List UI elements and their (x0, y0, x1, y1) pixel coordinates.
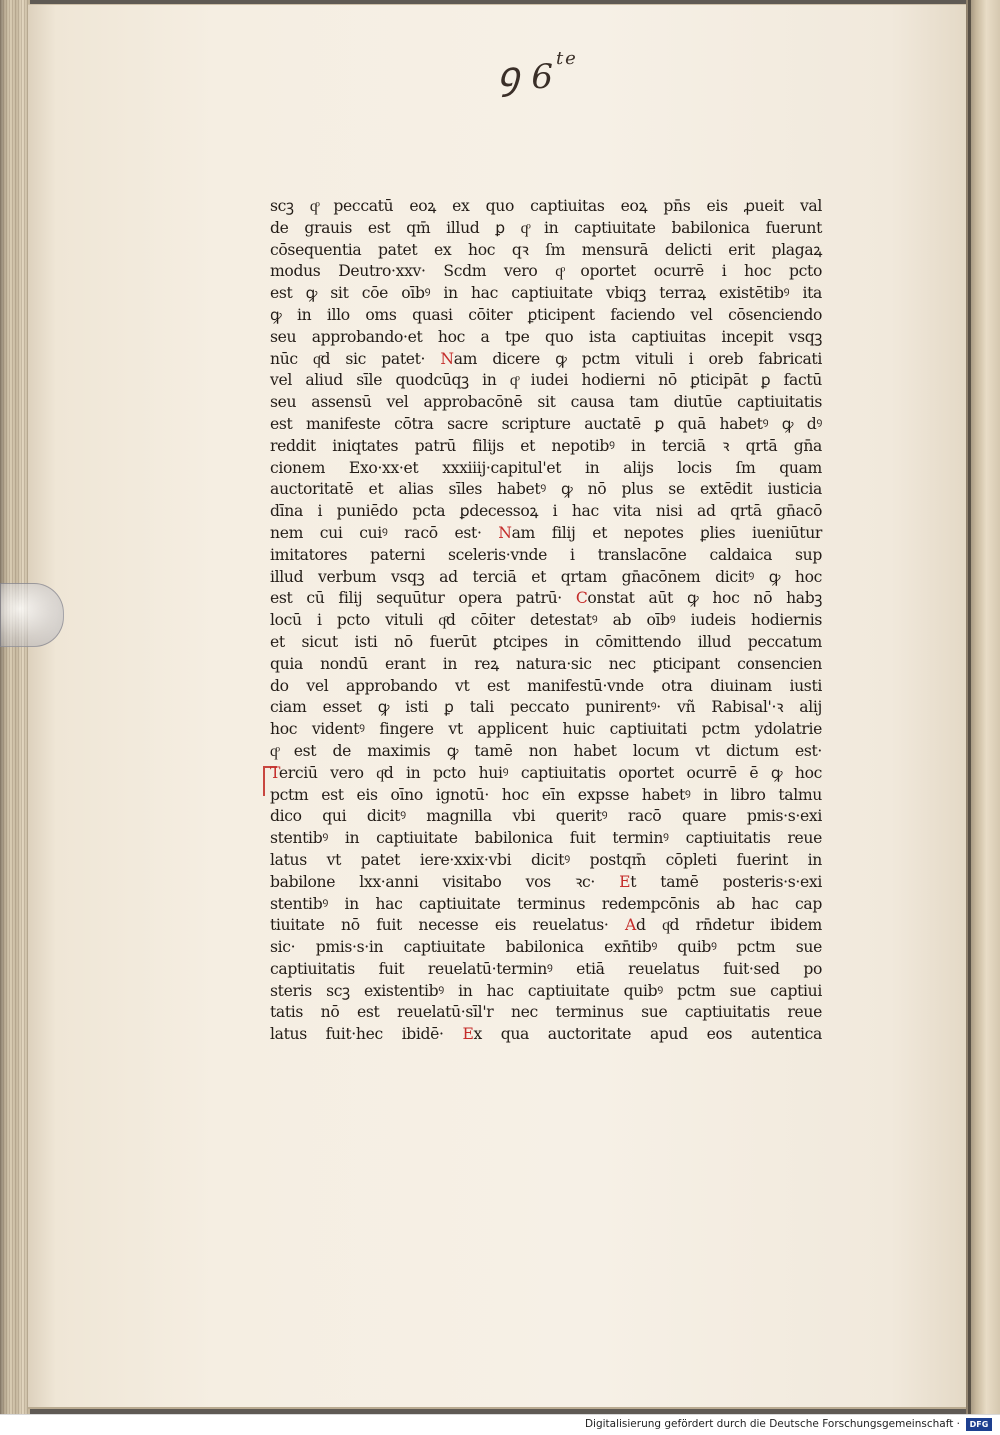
text-line: dīna i puniēdo pcta ꝑdecessoꝝ i hac vita nisi ad qrtā gn̄acō (270, 502, 822, 521)
text-line: quia nondū erant in reꝝ natura·sic nec ꝑticipant consencien (270, 654, 822, 673)
text-line: seu approbando·et hoc a tpe quo ista captiuitas incepit vsqꝫ (270, 327, 822, 346)
text-line: stentibꝰ in captiuitate babilonica fuit terminꝰ captiuitatis reue (270, 829, 822, 848)
rubric-initial: N (440, 349, 454, 368)
text-line: de grauis est qm̄ illud ꝑ qͦ in captiuitate babilonica fuerunt (270, 218, 822, 237)
rubric-initial: A (625, 916, 636, 935)
text-line: et sicut isti nō fuerūt ꝑtcipes in cōmittendo illud peccatum (270, 632, 822, 651)
text-line: tiuitate nō fuit necesse eis reuelatus· Ad qͦd rn̄detur ibidem (270, 916, 822, 935)
text-line: sic· pmis·s·in captiuitate babilonica exn̄tibꝰ quibꝰ pctm sue (270, 938, 822, 957)
folio-mark: ꝯ (497, 53, 522, 97)
folio-superscript: te (555, 48, 578, 69)
text-line: stentibꝰ in hac captiuitate terminus redempcōnis ab hac cap (270, 894, 822, 913)
text-line: do vel approbando vt est manifestū·vnde otra diuinam iusti (270, 676, 822, 695)
folio-digit: 6 (531, 57, 555, 97)
footer-bar (0, 1414, 1000, 1435)
text-line: babilone lxx·anni visitabo vos ꝛc· Et tamē posteris·s·exi (270, 872, 822, 891)
text-line: ꝙ in illo oms quasi cōiter ꝑticipent faciendo vel cōsenciendo (270, 305, 822, 324)
text-line: Terciū vero qͦd in pcto huiꝰ captiuitatis oportet ocurrē ē ꝙ hoc (270, 763, 822, 782)
text-line: dico qui dicitꝰ magnilla vbi queritꝰ racō quare pmis·s·exi (270, 807, 822, 826)
text-line: cionem Exo·xx·et xxxiiij·capitul'et in alijs locis ſm quam (270, 458, 822, 477)
text-line: auctoritatē et alias sīles habetꝰ ꝙ nō plus se extēdit iusticia (270, 480, 822, 499)
text-line: cōsequentia patet ex hoc qꝛ ſm mensurā delicti erit plagaꝝ (270, 240, 822, 259)
page-clip (0, 583, 64, 647)
text-line: locū i pcto vituli qͦd cōiter detestatꝰ ab oībꝰ iudeis hodiernis (270, 611, 822, 630)
right-page-edge (966, 0, 1000, 1414)
rubric-initial: E (462, 1025, 474, 1044)
text-block (270, 196, 822, 1046)
rubric-initial: N (498, 523, 512, 542)
text-line: est cū filij sequūtur opera patrū· Constat aūt ꝙ hoc nō habꝫ (270, 589, 822, 608)
text-line: pctm est eis oīno ignotū· hoc eīn expsse habetꝰ in libro talmu (270, 785, 822, 804)
text-line: nem cui cuiꝰ racō est· Nam filij et nepotes ꝑlies iueniūtur (270, 523, 822, 542)
text-line: seu assensū vel approbacōnē sit causa tam diutūe captiuitatis (270, 393, 822, 412)
rubric-initial: T (270, 763, 279, 782)
funding-notice: Digitalisierung gefördert durch die Deutsche Forschungsgemeinschaft · (584, 1418, 960, 1430)
text-line: scꝫ qͦ peccatū eoꝝ ex quo captiuitas eoꝝ pn̄s eis ꝓueit val (270, 197, 822, 215)
text-line: modus Deutro·xxv· Scdm vero qͦ oportet ocurrē i hoc pcto (270, 262, 822, 281)
text-line: est manifeste cōtra sacre scripture auctatē ꝑ quā habetꝰ ꝙ dꝰ (270, 414, 822, 433)
rubric-initial: E (619, 872, 631, 891)
text-line: imitatores paterni sceleris·vnde i translacōne caldaica sup (270, 545, 822, 564)
text-line: nūc qͦd sic patet· Nam dicere ꝙ pctm vituli i oreb fabricati (270, 349, 822, 368)
text-line: hoc videntꝰ fingere vt applicent huic captiuitati pctm ydolatrie (270, 720, 822, 739)
text-line: latus fuit·hec ibidē· Ex qua auctoritate apud eos autentica (270, 1025, 822, 1044)
text-line: steris scꝫ existentibꝰ in hac captiuitate quibꝰ pctm sue captiui (270, 981, 822, 1000)
rubric-initial: C (575, 589, 588, 608)
text-line: reddit iniqtates patrū filijs et nepotibꝰ in terciā ꝛ qrtā gn̄a (270, 436, 822, 455)
text-line: est ꝙ sit cōe oībꝰ in hac captiuitate vbiqꝫ terraꝝ existētibꝰ ita (270, 284, 822, 303)
text-line: latus vt patet iere·xxix·vbi dicitꝰ postqm̄ cōpleti fuerint in (270, 850, 822, 869)
dfg-logo-icon: DFG (966, 1418, 992, 1431)
text-line: qͦ est de maximis ꝙ tamē non habet locum vt dictum est· (270, 741, 822, 760)
folio-number (497, 48, 578, 100)
text-line: illud verbum vsqꝫ ad terciā et qrtam gn̄acōnem dicitꝰ ꝙ hoc (270, 567, 822, 586)
text-line: vel aliud sīle quodcūqꝫ in qͦ iudei hodierni nō ꝑticipāt ꝑ factū (270, 371, 822, 390)
text-line: captiuitatis fuit reuelatū·terminꝰ etiā reuelatus fuit·sed po (270, 959, 822, 978)
left-page-stack (0, 0, 30, 1414)
text-line: tatis nō est reuelatū·sīl'r nec terminus sue captiuitatis reue (270, 1003, 822, 1022)
text-line: ciam esset ꝙ isti ꝑ tali peccato punirentꝰ· vñ Rabisal'·ꝛ alij (270, 698, 822, 717)
